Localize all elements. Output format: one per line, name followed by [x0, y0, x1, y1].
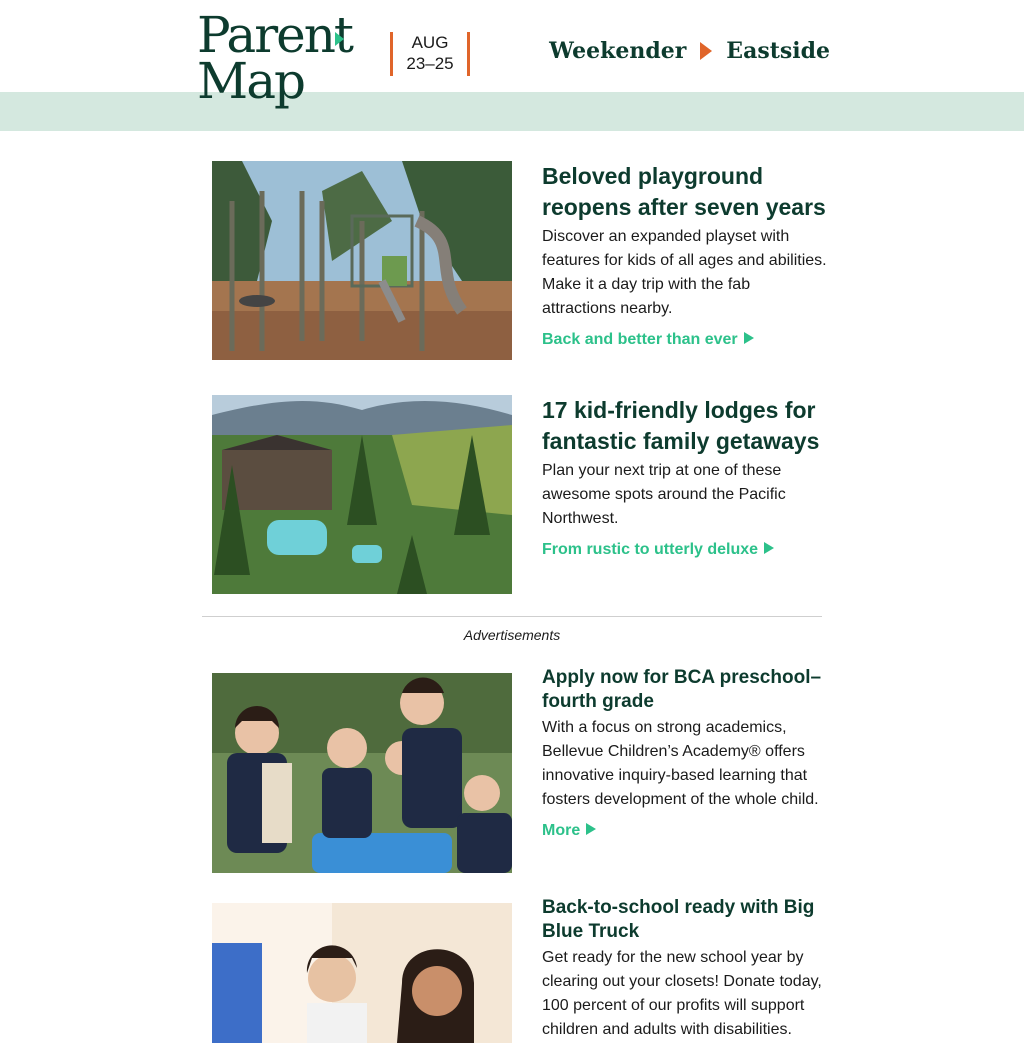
play-arrow-icon — [764, 542, 774, 554]
article-text — [542, 395, 827, 559]
article-link[interactable] — [542, 541, 774, 559]
play-arrow-icon — [586, 823, 596, 835]
article-link-label: Back and better than ever — [542, 331, 738, 348]
article-title[interactable]: Beloved playground reopens after seven years — [542, 163, 826, 220]
article-text — [542, 161, 827, 349]
ad-title[interactable]: Apply now for BCA preschool–fourth grade — [542, 667, 822, 712]
ad-link-label: More — [542, 822, 581, 839]
article-body: Discover an expanded playset with features for kids of all ages and abilities. Make it a day trip with the fab attractions nearby. — [542, 228, 827, 317]
ads-divider — [202, 616, 822, 617]
big-blue-truck-image[interactable] — [212, 903, 512, 1043]
ad-title[interactable]: Back-to-school ready with Big Blue Truck — [542, 897, 815, 942]
play-arrow-icon — [700, 42, 712, 60]
edition-name: Weekender — [549, 38, 687, 64]
parentmap-logo[interactable] — [197, 6, 352, 110]
ad-more-link[interactable] — [542, 822, 596, 840]
article-title[interactable]: 17 kid-friendly lodges for fantastic family getaways — [542, 397, 820, 454]
article-link[interactable] — [542, 331, 754, 349]
article-link-label: From rustic to utterly deluxe — [542, 541, 759, 558]
logo-triangle-icon — [335, 32, 344, 46]
ad-text — [542, 896, 827, 1042]
edition-title — [549, 38, 830, 64]
lodge-image[interactable] — [212, 395, 512, 594]
playground-image[interactable] — [212, 161, 512, 360]
ad-body: With a focus on strong academics, Bellevue Children’s Academy® offers innovative inquiry-based learning that fosters development of the whole child. — [542, 719, 819, 808]
issue-days: 23–25 — [406, 54, 454, 73]
edition-region: Eastside — [726, 38, 830, 64]
ad-body: Get ready for the new school year by clearing out your closets! Donate today, 100 percent of our profits will support children and adults with disabilities. — [542, 949, 822, 1038]
logo-line-1: Parent — [197, 6, 352, 64]
play-arrow-icon — [744, 332, 754, 344]
header-band — [0, 92, 1024, 131]
ad-text — [542, 666, 827, 840]
issue-month: AUG — [411, 33, 449, 52]
bca-students-image[interactable] — [212, 673, 512, 873]
ads-label: Advertisements — [463, 627, 561, 643]
article-body: Plan your next trip at one of these awesome spots around the Pacific Northwest. — [542, 462, 786, 527]
logo-line-2: Map — [197, 52, 305, 110]
issue-date — [390, 32, 470, 76]
